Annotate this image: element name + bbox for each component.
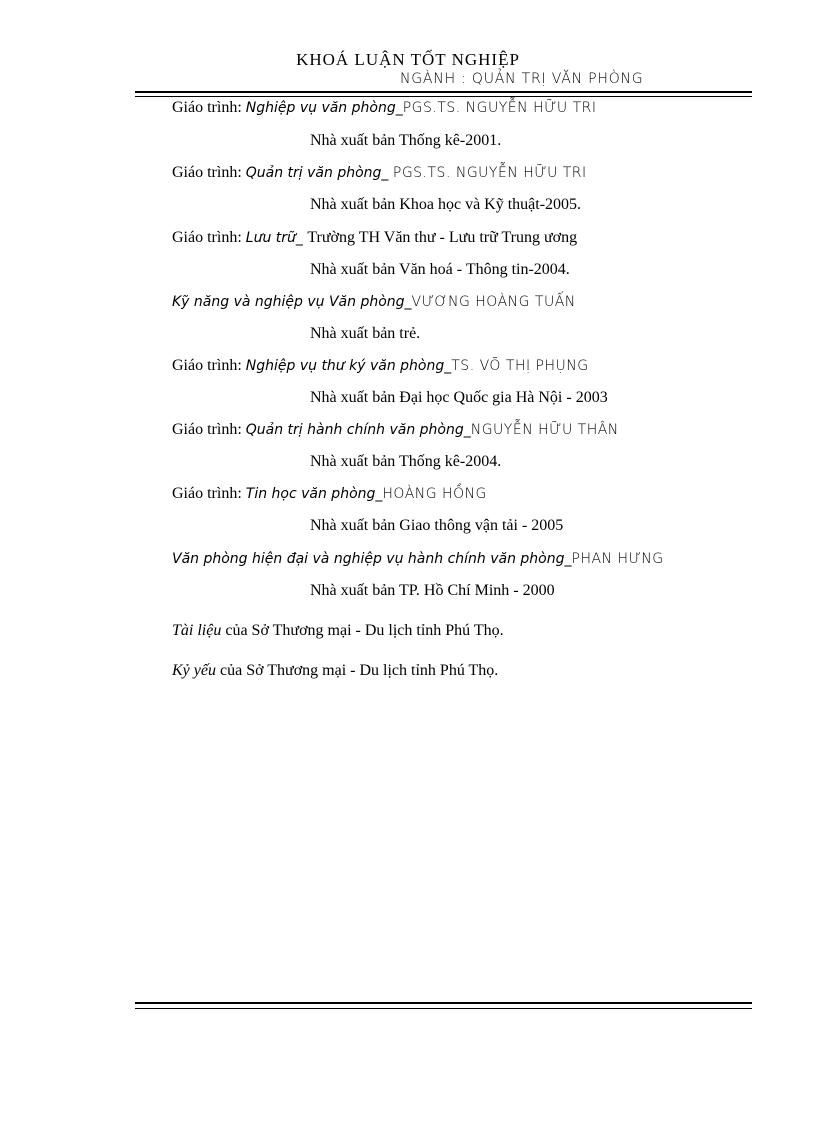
reference-author: Trường TH Văn thư - Lưu trữ Trung ương bbox=[307, 229, 578, 246]
reference-author: PHAN HƯNG bbox=[571, 551, 664, 567]
reference-line bbox=[172, 229, 577, 247]
reference-author: PGS.TS. NGUYỄN HỮU TRI bbox=[392, 165, 587, 181]
reference-line bbox=[172, 99, 597, 117]
reference-author: PGS.TS. NGUYỄN HỮU TRI bbox=[402, 100, 597, 116]
reference-line bbox=[172, 164, 587, 182]
extra-reference bbox=[172, 662, 498, 680]
reference-title: Tin học văn phòng_ bbox=[245, 486, 383, 502]
extra-reference bbox=[172, 622, 504, 640]
page-title: KHOÁ LUẬN TỐT NGHIỆP bbox=[296, 50, 520, 69]
footer-rule-thick bbox=[135, 1002, 752, 1004]
reference-line bbox=[172, 293, 576, 311]
reference-prefix: Giáo trình: bbox=[172, 485, 246, 502]
reference-title: Văn phòng hiện đại và nghiệp vụ hành chính văn phòng_ bbox=[172, 551, 572, 567]
reference-prefix: Giáo trình: bbox=[172, 357, 246, 374]
reference-title: Quản trị văn phòng_ bbox=[245, 165, 393, 181]
extra-reference-title: Kỷ yếu bbox=[172, 662, 216, 679]
reference-title: Nghiệp vụ thư ký văn phòng_ bbox=[245, 358, 452, 374]
reference-author: VƯƠNG HOÀNG TUẤN bbox=[411, 294, 576, 310]
reference-line bbox=[172, 357, 589, 375]
reference-publisher: Nhà xuất bản Thống kê-2004. bbox=[310, 453, 502, 470]
reference-line bbox=[172, 485, 487, 503]
reference-publisher: Nhà xuất bản TP. Hồ Chí Minh - 2000 bbox=[310, 582, 555, 599]
reference-title: Nghiệp vụ văn phòng_ bbox=[245, 100, 403, 116]
reference-line bbox=[172, 550, 664, 568]
reference-title: Lưu trữ_ bbox=[245, 230, 308, 246]
header-rule-thick bbox=[135, 91, 752, 93]
reference-author: TS. VÕ THỊ PHỤNG bbox=[451, 358, 589, 374]
reference-publisher: Nhà xuất bản Khoa học và Kỹ thuật-2005. bbox=[310, 196, 582, 213]
footer-rule-thin bbox=[135, 1008, 752, 1009]
header-rule-thin bbox=[135, 96, 752, 97]
reference-publisher: Nhà xuất bản Giao thông vận tải - 2005 bbox=[310, 517, 564, 534]
reference-author: HOÀNG HỒNG bbox=[382, 486, 487, 502]
extra-reference-title: Tài liệu bbox=[172, 622, 222, 639]
reference-title: Quản trị hành chính văn phòng_ bbox=[245, 422, 471, 438]
reference-publisher: Nhà xuất bản Văn hoá - Thông tin-2004. bbox=[310, 261, 570, 278]
extra-reference-text: của Sở Thương mại - Du lịch tỉnh Phú Thọ. bbox=[221, 622, 504, 639]
reference-prefix: Giáo trình: bbox=[172, 229, 246, 246]
reference-author: NGUYỄN HỮU THÂN bbox=[470, 422, 619, 438]
reference-prefix: Giáo trình: bbox=[172, 99, 246, 116]
reference-line bbox=[172, 421, 619, 439]
reference-publisher: Nhà xuất bản trẻ. bbox=[310, 325, 421, 342]
reference-title: Kỹ năng và nghiệp vụ Văn phòng_ bbox=[172, 294, 412, 310]
page-subtitle: NGÀNH : QUẢN TRỊ VĂN PHÒNG bbox=[400, 71, 644, 87]
reference-prefix: Giáo trình: bbox=[172, 164, 246, 181]
reference-publisher: Nhà xuất bản Đại học Quốc gia Hà Nội - 2003 bbox=[310, 389, 608, 406]
extra-reference-text: của Sở Thương mại - Du lịch tỉnh Phú Thọ. bbox=[215, 662, 499, 679]
reference-publisher: Nhà xuất bản Thống kê-2001. bbox=[310, 132, 502, 149]
reference-prefix: Giáo trình: bbox=[172, 421, 246, 438]
